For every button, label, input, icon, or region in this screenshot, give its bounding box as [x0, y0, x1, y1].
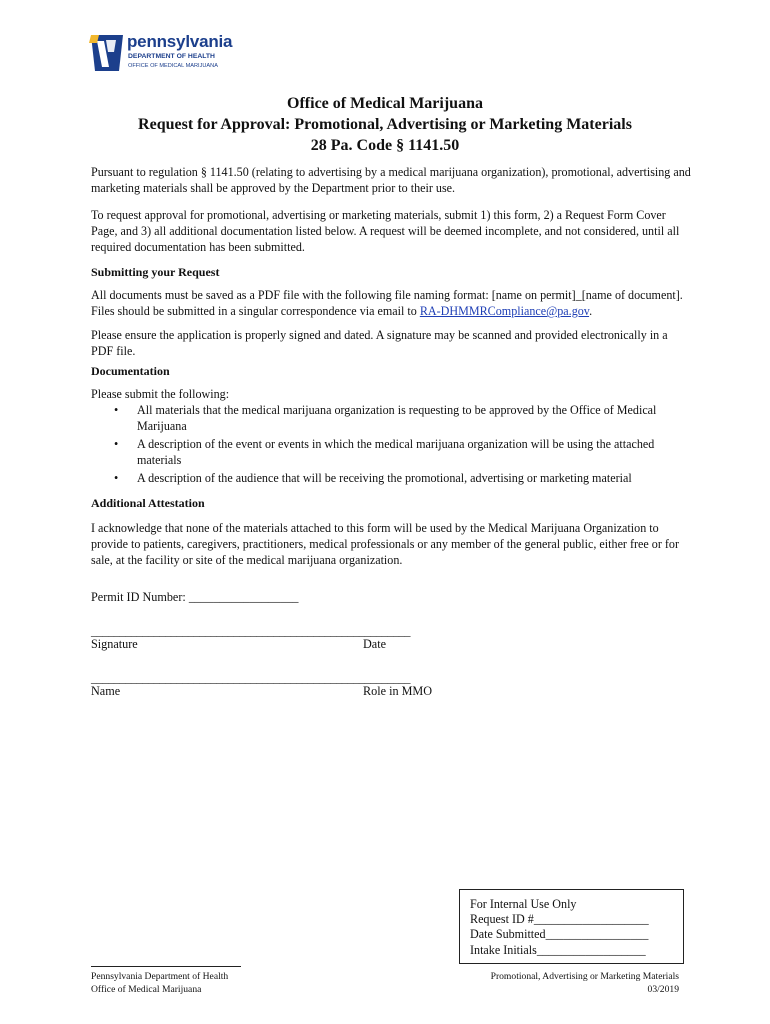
- documentation-heading: Documentation: [91, 364, 170, 378]
- footer-department: Pennsylvania Department of Health: [91, 971, 229, 982]
- footer-divider: [91, 966, 241, 967]
- bullet-icon: •: [114, 471, 119, 485]
- list-item-text: A description of the audience that will be receiving the promotional, advertising or marketing material: [137, 471, 632, 485]
- list-item-text: All materials that the medical marijuana organization is requesting to be approved by the Office of Medical Marijuana: [137, 403, 657, 433]
- date-label: Date: [363, 637, 387, 651]
- list-item: [91, 402, 691, 434]
- page-title-office: Office of Medical Marijuana: [287, 95, 483, 112]
- footer-office: Office of Medical Marijuana: [91, 984, 202, 995]
- attestation-heading: Additional Attestation: [91, 496, 205, 510]
- intake-initials-field: Intake Initials__________________: [470, 943, 646, 957]
- role-label: Role in MMO: [363, 684, 433, 698]
- signature-line[interactable]: ________________________________________________________: [91, 624, 411, 638]
- page-title-request: Request for Approval: Promotional, Advertising or Marketing Materials: [138, 116, 632, 133]
- date-submitted-field: Date Submitted_________________: [470, 927, 649, 941]
- logo-wordmark: pennsylvania: [127, 32, 233, 51]
- name-label: Name: [91, 684, 121, 698]
- logo-department: DEPARTMENT OF HEALTH: [128, 53, 215, 60]
- bullet-icon: •: [114, 437, 119, 451]
- request-id-field: Request ID #___________________: [470, 912, 649, 926]
- signature-label: Signature: [91, 637, 138, 651]
- logo-office: OFFICE OF MEDICAL MARIJUANA: [128, 63, 218, 69]
- name-line[interactable]: ________________________________________________________: [91, 671, 411, 685]
- documentation-intro: Please submit the following:: [91, 387, 230, 401]
- documentation-list: [91, 402, 691, 488]
- permit-id-field[interactable]: Permit ID Number: __________________: [91, 590, 299, 604]
- compliance-email-link[interactable]: RA-DHMMRCompliance@pa.gov: [419, 304, 590, 318]
- list-item: [91, 470, 691, 486]
- submitting-heading: Submitting your Request: [91, 265, 220, 279]
- internal-use-box: [459, 889, 684, 964]
- list-item-text: A description of the event or events in which the medical marijuana organization will be using the attached materials: [137, 437, 655, 467]
- internal-use-title: For Internal Use Only: [470, 897, 577, 911]
- pa-health-logo: [89, 31, 239, 73]
- footer-form-date: 03/2019: [647, 984, 679, 995]
- submitting-text: All documents must be saved as a PDF file with the following file naming format: [name on permit]_[name of document]. Files should be submitted in a singular correspondence via email to: [91, 288, 683, 318]
- footer-form-title: Promotional, Advertising or Marketing Materials: [490, 971, 679, 982]
- intro-paragraph-2: To request approval for promotional, advertising or marketing materials, submit 1) this form, 2) a Request Form Cover Page, and 3) all additional documentation listed below. A request will be deemed incomplete, and not considered, until all required documentation has been submitted.: [91, 208, 680, 254]
- page-title-code: 28 Pa. Code § 1141.50: [310, 137, 460, 154]
- list-item: [91, 436, 691, 468]
- footer-right: [491, 970, 679, 996]
- bullet-icon: •: [114, 403, 119, 417]
- keystone-icon: [89, 31, 125, 73]
- submitting-paragraph-2: Please ensure the application is properly signed and dated. A signature may be scanned and provided electronically in a PDF file.: [91, 328, 668, 358]
- attestation-text: I acknowledge that none of the materials attached to this form will be used by the Medical Marijuana Organization to provide to patients, caregivers, practitioners, medical professionals or any member of the general public, either free or for sale, at the facility or site of the medical marijuana organization.: [91, 521, 679, 567]
- submitting-period: .: [589, 304, 593, 318]
- intro-paragraph-1: Pursuant to regulation § 1141.50 (relating to advertising by a medical marijuana organization), promotional, advertising and marketing materials shall be approved by the Department prior to their use.: [91, 165, 691, 195]
- footer-left: [91, 970, 228, 996]
- submitting-paragraph-1: [91, 287, 691, 319]
